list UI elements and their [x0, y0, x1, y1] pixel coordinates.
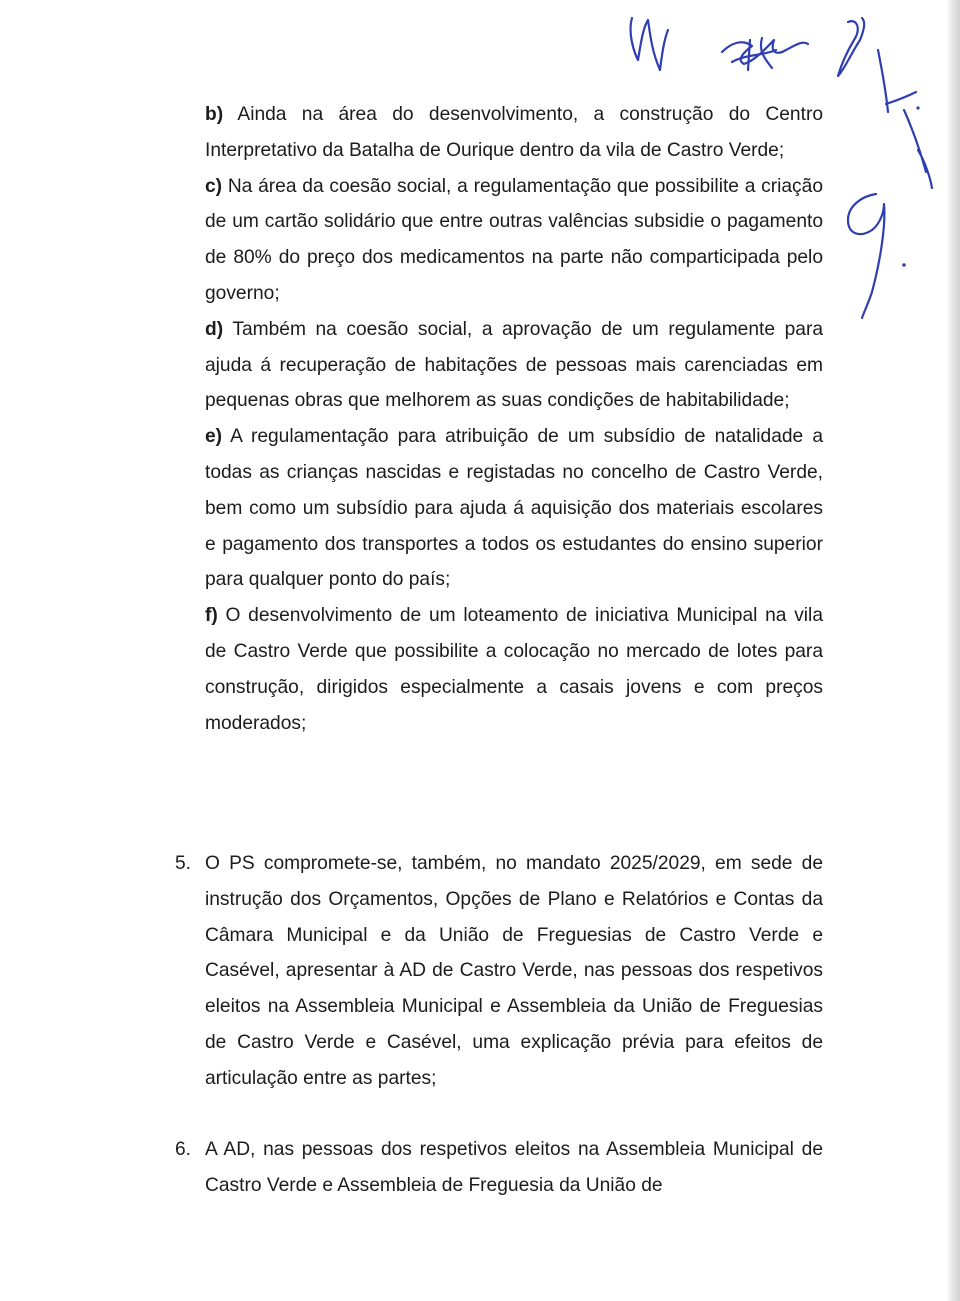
sub-item-label: b)	[205, 104, 224, 125]
sub-item-label: c)	[205, 175, 223, 197]
sub-item-f	[205, 598, 823, 741]
sub-item-text: A regulamentação para atribuição de um subsídio de natalidade a todas as crianças nascidas e registadas no concelho de Castro Verde, bem como um subsídio para ajuda á aquisição dos materiais escolares e pagamento dos transportes a todos os estudantes do ensino superior para qualquer ponto do país;	[205, 426, 823, 591]
signature-2	[722, 38, 808, 70]
sub-item-e	[205, 419, 823, 598]
sub-items-list	[205, 97, 823, 741]
numbered-item-6	[175, 1132, 823, 1204]
sub-item-label: f)	[205, 605, 218, 627]
numbered-item-5	[175, 846, 823, 1097]
signature-1	[631, 18, 668, 70]
page-edge-shadow	[946, 0, 960, 1301]
sub-item-label: d)	[205, 318, 224, 340]
signature-4	[878, 50, 932, 188]
sub-item-text: O desenvolvimento de um loteamento de iniciativa Municipal na vila de Castro Verde que possibilite a colocação no mercado de lotes para construção, dirigidos especialmente a casais jovens e com preços moderados;	[205, 605, 823, 734]
sub-item-d	[205, 312, 823, 419]
item-number: 5.	[175, 853, 192, 874]
sub-item-c	[205, 169, 823, 312]
item-text: O PS compromete-se, também, no mandato 2025/2029, em sede de instrução dos Orçamentos, Opções de Plano e Relatórios e Contas da Câmara Municipal e da União de Freguesias de Castro Verde e Casével, apresentar à AD de Castro Verde, nas pessoas dos respetivos eleitos na Assembleia Municipal e Assembleia da União de Freguesias de Castro Verde e Casével, uma explicação prévia para efeitos de articulação entre as partes;	[205, 853, 823, 1089]
item-number: 6.	[175, 1139, 192, 1160]
sub-item-text: Na área da coesão social, a regulamentação que possibilite a criação de um cartão solidário que entre outras valências subsidie o pagamento de 80% do preço dos medicamentos na parte não comparticipada pelo governo;	[205, 175, 823, 304]
sub-item-text: Também na coesão social, a aprovação de um regulamente para ajuda á recuperação de habitações de pessoas mais carenciadas em pequenas obras que melhorem as suas condições de habitabilidade;	[205, 318, 824, 412]
signature-3	[838, 18, 864, 76]
item-text: A AD, nas pessoas dos respetivos eleitos na Assembleia Municipal de Castro Verde e Assembleia de Freguesia da União de	[205, 1139, 823, 1196]
sub-item-label: e)	[205, 426, 223, 448]
sub-item-text: Ainda na área do desenvolvimento, a construção do Centro Interpretativo da Batalha de Ourique dentro da vila de Castro Verde;	[205, 104, 823, 161]
sub-item-b	[205, 97, 823, 169]
signature-5	[848, 194, 884, 318]
